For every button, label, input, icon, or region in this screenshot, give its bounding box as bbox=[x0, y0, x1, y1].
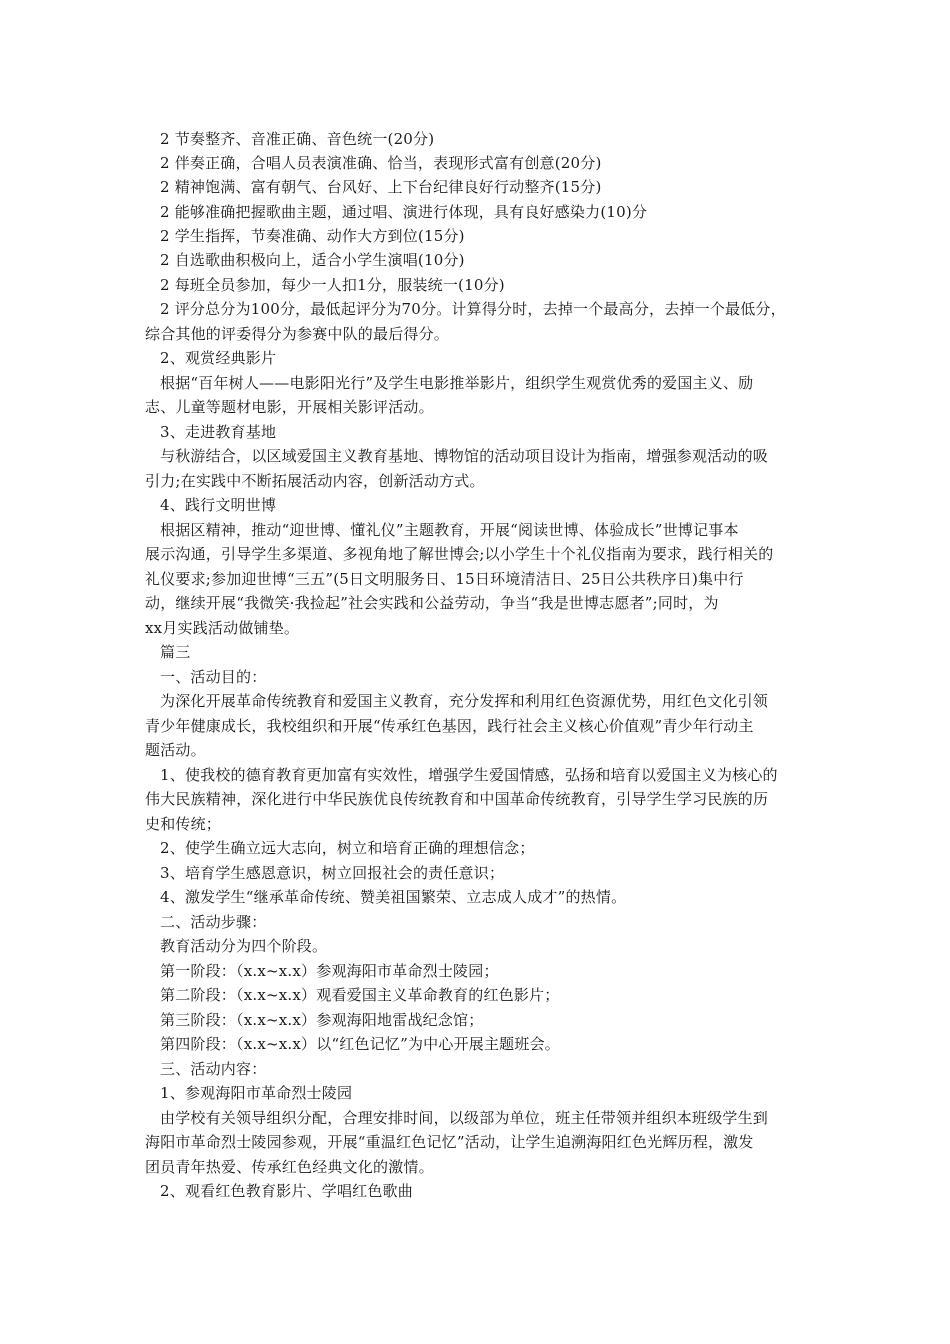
text-line: 4、激发学生“继承革命传统、赞美祖国繁荣、立志成人成才”的热情。 bbox=[160, 888, 627, 906]
text-line: 题活动。 bbox=[145, 741, 206, 759]
text-line: 2 每班全员参加，每少一人扣1分，服装统一(10分) bbox=[160, 276, 505, 294]
text-line: 第一阶段：（x.x~x.x）参观海阳市革命烈士陵园； bbox=[160, 962, 499, 980]
text-line: 为深化开展革命传统教育和爱国主义教育，充分发挥和利用红色资源优势，用红色文化引领 bbox=[160, 692, 769, 710]
text-line: 3、培育学生感恩意识，树立回报社会的责任意识； bbox=[160, 864, 505, 882]
text-line: 与秋游结合，以区域爱国主义教育基地、博物馆的活动项目设计为指南，增强参观活动的吸 bbox=[160, 447, 769, 465]
section-heading: 1、参观海阳市革命烈士陵园 bbox=[160, 1084, 353, 1102]
text-line: 2 精神饱满、富有朝气、台风好、上下台纪律良好行动整齐(15分) bbox=[160, 178, 602, 196]
text-line: 引力;在实践中不断拓展活动内容，创新活动方式。 bbox=[145, 472, 485, 490]
text-line: 展示沟通，引导学生多渠道、多视角地了解世博会;以小学生十个礼仪指南为要求，践行相关的 bbox=[145, 545, 774, 563]
section-heading: 4、践行文明世博 bbox=[160, 496, 277, 514]
text-line: 第二阶段：（x.x~x.x）观看爱国主义革命教育的红色影片； bbox=[160, 986, 560, 1004]
section-heading: 2、观赏经典影片 bbox=[160, 349, 277, 367]
text-line: 根据“百年树人——电影阳光行”及学生电影推举影片，组织学生观赏优秀的爱国主义、励 bbox=[160, 374, 754, 392]
section-heading: 3、走进教育基地 bbox=[160, 423, 277, 441]
text-line: 2 评分总分为100分，最低起评分为70分。计算得分时，去掉一个最高分，去掉一个最低分， bbox=[160, 300, 786, 318]
text-line: 青少年健康成长，我校组织和开展“传承红色基因，践行社会主义核心价值观”青少年行动主 bbox=[145, 717, 754, 735]
text-line: 第四阶段：（x.x~x.x）以“红色记忆”为中心开展主题班会。 bbox=[160, 1035, 560, 1053]
text-line: 2、使学生确立远大志向，树立和培育正确的理想信念； bbox=[160, 839, 535, 857]
text-line: 教育活动分为四个阶段。 bbox=[160, 937, 328, 955]
text-line: 史和传统； bbox=[145, 815, 222, 833]
text-line: 2 能够准确把握歌曲主题，通过唱、演进行体现，具有良好感染力(10)分 bbox=[160, 203, 648, 221]
text-line: 伟大民族精神，深化进行中华民族优良传统教育和中国革命传统教育，引导学生学习民族的历 bbox=[145, 790, 769, 808]
text-line: 2 学生指挥，节奏准确、动作大方到位(15分) bbox=[160, 227, 465, 245]
text-line: xx月实践活动做铺垫。 bbox=[145, 619, 300, 637]
text-line: 2 节奏整齐、音准正确、音色统一(20分) bbox=[160, 130, 435, 148]
text-line: 根据区精神，推动“迎世博、懂礼仪”主题教育，开展“阅读世博、体验成长”世博记事本 bbox=[160, 521, 739, 539]
text-line: 礼仪要求;参加迎世博“三五”(5日文明服务日、15日环境清洁日、25日公共秩序日)集中行 bbox=[145, 570, 744, 588]
text-line: 综合其他的评委得分为参赛中队的最后得分。 bbox=[145, 325, 450, 343]
text-line: 由学校有关领导组织分配，合理安排时间，以级部为单位，班主任带领并组织本班级学生到 bbox=[160, 1109, 769, 1127]
text-line: 志、儿童等题材电影，开展相关影评活动。 bbox=[145, 398, 434, 416]
text-line: 动，继续开展“我微笑·我捡起”社会实践和公益劳动，争当“我是世博志愿者”;同时，为 bbox=[145, 594, 719, 612]
text-line: 第三阶段：（x.x~x.x）参观海阳地雷战纪念馆； bbox=[160, 1011, 484, 1029]
section-heading: 一、活动目的： bbox=[160, 668, 267, 686]
text-line: 2 自选歌曲积极向上，适合小学生演唱(10分) bbox=[160, 251, 465, 269]
text-line: 团员青年热爱、传承红色经典文化的激情。 bbox=[145, 1158, 434, 1176]
text-line: 2 伴奏正确，合唱人员表演准确、恰当，表现形式富有创意(20分) bbox=[160, 154, 602, 172]
article-title: 篇三 bbox=[160, 643, 191, 661]
section-heading: 二、活动步骤： bbox=[160, 913, 267, 931]
section-heading: 2、观看红色教育影片、学唱红色歌曲 bbox=[160, 1182, 413, 1200]
text-line: 海阳市革命烈士陵园参观，开展“重温红色记忆”活动，让学生追溯海阳红色光辉历程，激发 bbox=[145, 1133, 754, 1151]
text-line: 1、使我校的德育教育更加富有实效性，增强学生爱国情感，弘扬和培育以爱国主义为核心的 bbox=[160, 766, 778, 784]
section-heading: 三、活动内容： bbox=[160, 1060, 267, 1078]
